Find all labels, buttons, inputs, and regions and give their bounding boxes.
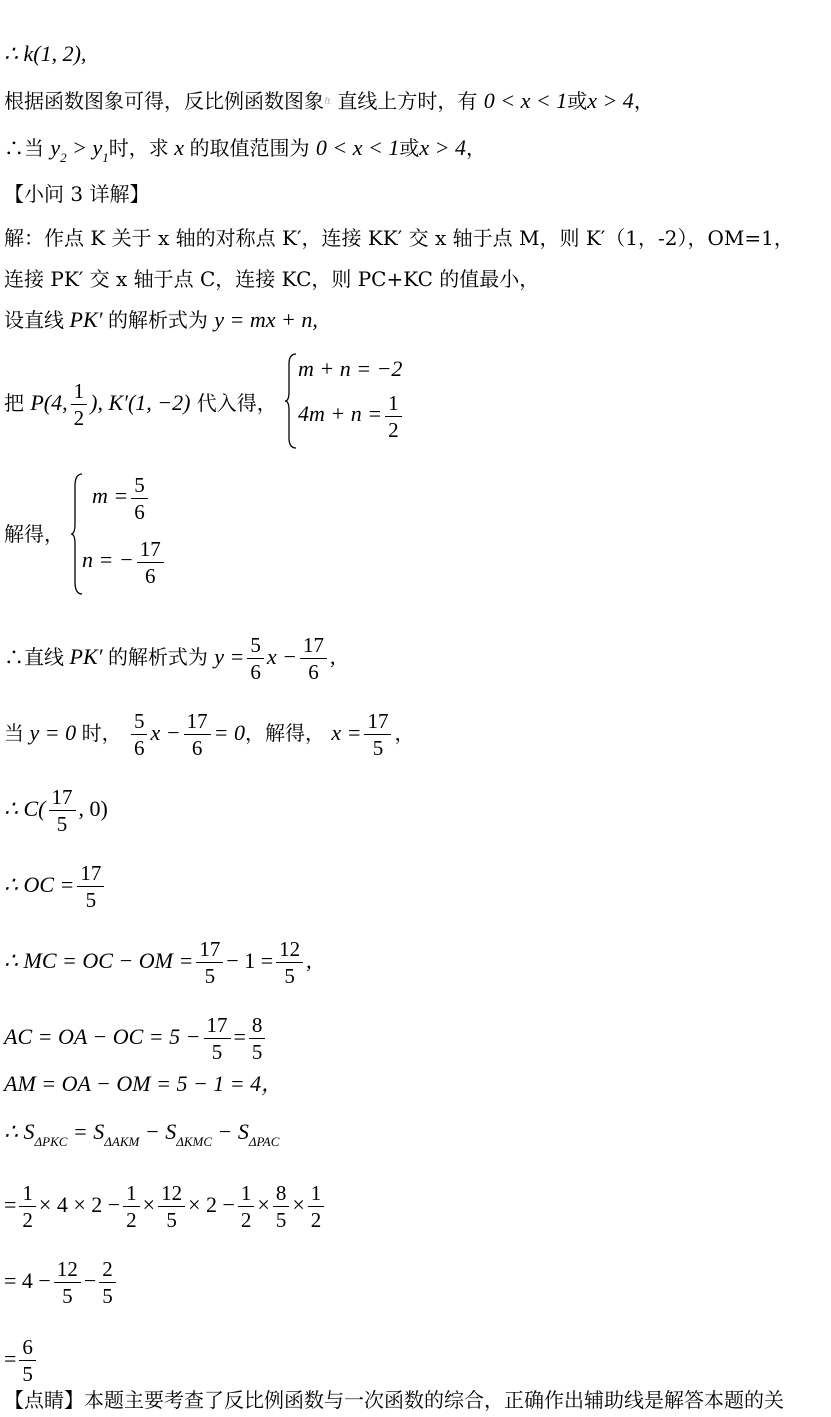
text-l11a: 当 [4,721,24,745]
left-brace-icon [284,352,298,450]
text-l14: ∴ MC = OC − OM = [4,948,194,973]
text-l10b: 的解析式为 [107,645,208,669]
math-y2-gt-y1: $y_2 > y_1$ [50,135,109,165]
line-solve [4,522,64,546]
section-title: 【小问 3 详解】 [4,182,150,206]
system2-row1: m = [92,483,129,508]
text-note: 【点睛】本题主要考查了反比例函数与一次函数的综合，正确作出辅助线是解答本题的关 [4,1388,784,1412]
text-l12: ∴ C( [4,796,46,821]
math-range-4: x > 4 [419,135,466,160]
text-end-2: ， [465,136,486,160]
text-l11c: ，解得， [244,721,325,745]
text-l7b: 的解析式为 [107,308,208,332]
system1-row2: 4m + n = [298,401,383,426]
k-point-text: ∴ k(1, 2), [4,41,87,66]
line-range-result: ∴当 $y_2 > y_1$时，求 x 的取值范围为 0 < x < 1或x > 4， [4,135,486,165]
text-l9: 解得， [4,522,64,546]
line-solution-step2 [4,267,539,291]
text-l3c: 的取值范围为 [189,136,310,160]
text-l7a: 设直线 [4,308,64,332]
text-l8a: 把 [4,391,24,415]
line-area: ∴ $S_{\Delta PKC} = S_{\Delta AKM} - S_{\Delta KMC} - S_{\Delta PAC}$ [4,1119,280,1149]
text-l5: 解：作点 K 关于 x 轴的对称点 K′，连接 KK′ 交 x 轴于点 M，则 K′（1，-2），OM=1， [4,226,794,250]
text-l2b: 直线上方时，有 [337,89,478,113]
line-area-result: = $\frac{6}{5}$ [4,1336,39,1385]
text-l2a: 根据函数图象可得，反比例函数图象 [4,89,324,113]
line-ac: AC = OA − OC = 5 − $\frac{17}{5}$ = $\frac{8}{5}$ [4,1014,268,1063]
line-substitute: 把 P(4, $\frac{1}{2}$ ), K′(1, −2) 代入得， [4,379,277,430]
line-y-zero: 当 y = 0 时， $\frac{5}{6}$ x − $\frac{17}{6}$ = 0，解得， x = $\frac{17}{5}$ ， [4,709,415,760]
math-line-eq: y = mx + n, [214,307,318,332]
frac-half: $\frac{1}{2}$ [71,380,88,429]
text-end: ， [633,89,654,113]
math-range-2: x > 4 [587,88,634,113]
math-range-3: 0 < x < 1 [315,135,400,160]
text-l11b: 时， [81,721,122,745]
line-area-calc: = $\frac{1}{2}$ × 4 × 2 − $\frac{1}{2}$ × $\frac{12}{5}$ × 2 − $\frac{1}{2}$ × $\frac{8}{5}$ × $\frac{1}{2}$ [4,1182,327,1231]
line-set-line: 设直线 PK′ 的解析式为 y = mx + n, [4,307,318,332]
text-l20: = [4,1346,17,1371]
line-area-simplify: = 4 − $\frac{12}{5}$ − $\frac{2}{5}$ [4,1258,119,1307]
text-l3b: 时，求 [108,136,169,160]
text-l3a: ∴当 [4,136,44,160]
equation-system-1: m + n = −2 4m + n = $\frac{1}{2}$ [284,352,424,452]
line-c-point: ∴ C( $\frac{17}{5}$ , 0) [4,785,108,836]
line-am [4,1072,283,1096]
text-l18: = [4,1192,17,1217]
equation-system-2: m = $\frac{5}{6}$ n = − $\frac{17}{6}$ [70,472,190,598]
line-mc: ∴ MC = OC − OM = $\frac{17}{5}$ − 1 = $\frac{12}{5}$ , [4,937,312,988]
system1-row1: m + n = −2 [298,356,403,381]
text-l19: = 4 − [4,1268,51,1293]
line-k-point [4,42,86,66]
line-solution-step1 [4,226,794,250]
text-or: 或 [567,89,588,113]
line-pk-result: ∴直线 PK′ 的解析式为 y = $\frac{5}{6}$ x − $\frac{17}{6}$ , [4,633,336,684]
text-l11end: ， [394,721,415,745]
system2-row2: n = − [82,547,134,572]
text-l10a: ∴直线 [4,645,64,669]
text-l8b: 代入得， [196,391,277,415]
faint-mark: 在 [324,97,331,105]
section-header [4,182,149,206]
text-l16: AM = OA − OM = 5 − 1 = 4， [4,1071,284,1096]
math-range-1: 0 < x < 1 [483,88,568,113]
text-or-2: 或 [399,136,420,160]
line-note [4,1388,784,1412]
text-l13: ∴ OC = [4,872,75,897]
text-l6: 连接 PK′ 交 x 轴于点 C，连接 KC，则 PC+KC 的值最小， [4,267,540,291]
text-l15: AC = OA − OC = 5 − [4,1024,201,1049]
line-oc: ∴ OC = $\frac{17}{5}$ [4,862,107,911]
line-graph-condition [4,89,654,113]
text-l17: ∴ S [4,1119,35,1144]
